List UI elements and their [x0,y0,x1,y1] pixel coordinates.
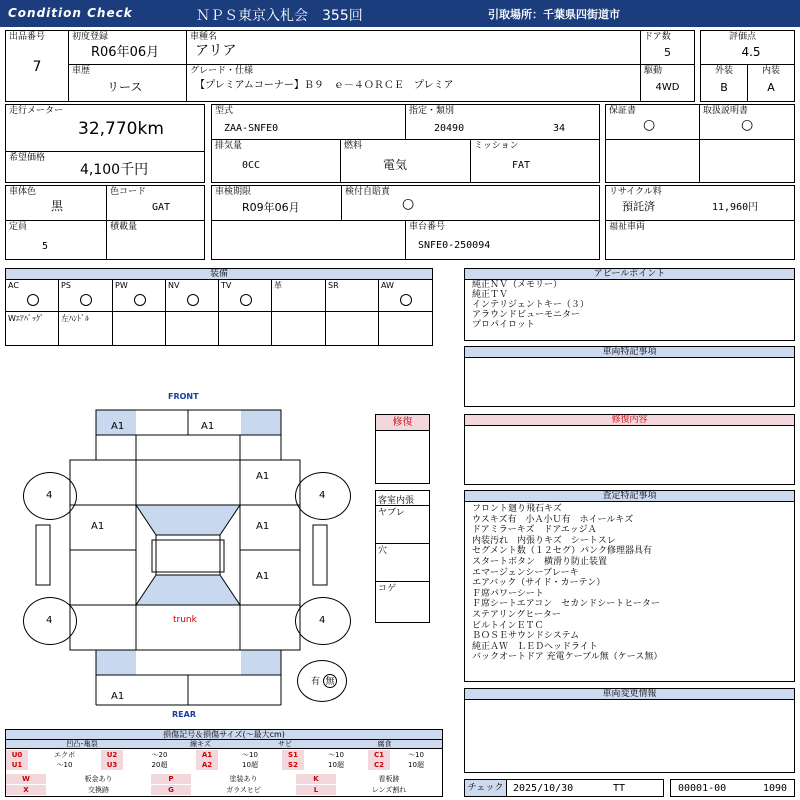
legend-code: U3 [101,760,123,770]
legend-desc: ～10 [328,751,344,759]
equipment-cell-AW [379,280,432,312]
cabin-item-label: 穴 [378,546,388,556]
doors-cell: ドア数 5 [640,30,695,65]
load-cell: 積載量 [106,220,205,260]
appeal-item: アラウンドビューモニター [472,310,581,320]
equipment-label: NV [168,281,180,290]
legend-code: C2 [368,760,390,770]
repair-content-box [464,414,795,485]
equipment-extra-cell [166,312,219,345]
equipment-extra-cell [6,312,59,345]
equipment-mark [187,294,199,306]
tire-fr-mark: 4 [319,490,326,501]
equipment-cell-PW [113,280,166,312]
inspection-cell: 車検期限 R09年06月 [211,185,342,221]
inspection-note-item: ステアリングヒーター [472,609,561,620]
equipment-table [5,268,433,346]
legend-desc: 板金あり [84,775,113,783]
equipment-cell-NV [166,280,219,312]
inspection-note-item: ＢＯＳＥサウンドシステム [472,631,580,642]
grade-cell: グレード・仕様 【プレミアムコーナー】Ｂ９ ｅ－４ＯＲＣＥ プレミア [186,64,641,102]
equipment-mark [400,294,412,306]
legend-group: サビ [243,740,327,749]
equipment-extra-cell [113,312,166,345]
inspection-note-item: 内装汚れ 内張りキズ シートスレ [472,535,616,546]
checker-initials: TT [613,783,626,794]
check-footer [464,779,664,797]
legend-code: S2 [282,760,304,770]
legend-desc: エクボ [54,751,75,759]
legend-desc: ガラスヒビ [226,786,261,794]
appeal-title: アピールポイント [465,269,794,280]
equipment-label: 革 [274,281,282,290]
legend-desc: ～10 [56,761,73,769]
chassis-cell: 車台番号 SNFE0-250094 [405,220,600,260]
score-value: 4.5 [741,45,761,59]
inspection-note-item: Ｆ席シートエアコン セカンドシートヒーター [472,599,660,610]
mileage-cell: 走行メーター 32,770km [5,104,205,152]
model-name-cell: 車種名 アリア [186,30,641,65]
legend-code: S1 [282,750,304,760]
legend-desc: 10超 [408,761,424,769]
legend-desc: レンズ割れ [371,786,407,794]
damage-right-front-door: A1 [256,521,270,532]
trunk-label: trunk [173,615,197,625]
code-footer [670,779,795,797]
liability-cell: 検付自賠責 ○ [341,185,600,221]
equipment-mark [134,294,146,306]
equipment-extra-cell [219,312,272,345]
repair-content-title: 修復内容 [465,415,794,426]
damage-front-left: A1 [111,421,125,432]
inspection-notes-title: 査定特記事項 [465,491,794,502]
inspection-notes-box [464,490,795,682]
inspection-note-item: エマージェンシーブレーキ [472,567,579,578]
equipment-extra-cell [59,312,113,345]
legend-desc: 20超 [151,761,168,769]
legend-title: 損傷記号＆損傷サイズ(～最大cm) [6,730,442,740]
spare-tire [297,660,347,702]
equipment-label: AW [381,281,394,290]
legend-code: U1 [6,760,28,770]
welfare-cell: 福祉車両 [605,220,795,260]
legend-desc: 塗装あり [229,775,258,783]
cabin-box [375,490,430,623]
equipment-cell-革 [272,280,326,312]
cabin-item [376,581,429,619]
blank-cell-b [699,139,795,183]
cabin-item [376,543,429,581]
cabin-item-label: コゲ [378,584,397,594]
inspection-note-item: ビルトインＥＴＣ [472,620,544,631]
footer-code: 00001-00 [678,783,727,794]
cabin-item-label: ヤブレ [378,508,405,518]
blank-cell-a [605,139,700,183]
transmission-cell: ミッション FAT [470,139,600,183]
check-date: 2025/10/30 [513,783,574,794]
cabin-item [376,505,429,543]
equipment-label: TV [221,281,232,290]
history-cell: 車歴 リース [68,64,187,102]
spare-label: 有 [311,677,321,687]
appeal-box [464,268,795,341]
inspection-note-item: スタートボタン 横滑り防止装置 [472,556,608,567]
appeal-item: 純正ＮＶ（メモリー） [472,280,563,290]
legend-code: X [6,785,46,795]
cabin-title: 客室内張 [378,496,415,506]
spare-mark: 無 [323,674,337,688]
damage-legend [5,729,443,797]
equipment-cell-TV [219,280,272,312]
displacement-cell: 排気量 0CC [211,139,341,183]
fuel-cell: 燃料 電気 [340,139,471,183]
legend-code: W [6,774,46,784]
tire-rl-mark: 4 [46,615,53,626]
legend-code: C1 [368,750,390,760]
interior-cell: 内装 A [747,64,795,102]
appeal-item: インテリジェントキー（３） [472,300,589,310]
change-info-box [464,688,795,773]
equipment-mark [80,294,92,306]
equipment-label: SR [328,281,339,290]
equipment-cell-AC [6,280,59,312]
legend-desc: ～10 [408,751,424,759]
equipment-cell-SR [326,280,379,312]
equipment-mark [27,294,39,306]
equipment-extra-label: 左ﾊﾝﾄﾞﾙ [61,314,89,323]
legend-desc: 10超 [328,761,344,769]
inspection-note-item: バックオートドア 充電ケーブル無（ケース無） [472,652,663,663]
legend-code: P [151,774,191,784]
legend-desc: 10超 [242,761,258,769]
capacity-cell: 定員 5 [5,220,107,260]
model-name: アリア [195,43,237,59]
inspection-note-item: セグメント数（１２セグ）パンク修理器具有 [472,546,653,557]
first-registration-cell: 初度登録 R06年06月 [68,30,187,65]
equipment-extra-cell [379,312,432,345]
equipment-label: PS [61,281,71,290]
inspection-note-item: Ｆ席パワーシート [472,588,544,599]
legend-desc: ～20 [151,751,168,759]
exterior-cell: 外装 B [700,64,748,102]
appeal-list [472,280,589,330]
legend-group: 線キズ [158,740,243,749]
legend-group: 腐食 [327,740,442,749]
footer-number: 1090 [763,783,788,794]
special-notes-box [464,346,795,407]
legend-code: A2 [196,760,218,770]
change-info-title: 車両変更情報 [465,689,794,700]
equipment-label: PW [115,281,128,290]
appeal-item: プロパイロット [472,320,535,330]
score-cell: 評価点 4.5 [700,30,795,65]
legend-code: K [296,774,336,784]
damage-rear: A1 [111,691,125,702]
color-cell: 車体色 黒 [5,185,107,221]
equipment-extra-label: Wｴｱﾊﾞｯｸﾞ [8,314,44,323]
recycle-cell: リサイクル料 預託済 11,960円 [605,185,795,221]
front-label: FRONT [168,392,199,401]
warranty-cell: 保証書 ○ [605,104,700,140]
lot-number-cell: 出品番号 7 [5,30,69,102]
inspection-note-item: ドアミラーキズ ドアエッジＡ [472,525,597,536]
drive-cell: 駆動 4WD [640,64,695,102]
legend-code: U0 [6,750,28,760]
legend-desc: 看板跡 [378,775,400,783]
header-bar [0,0,800,27]
damage-left-side: A1 [91,521,105,532]
legend-code: G [151,785,191,795]
designation-cell: 指定・類別 20490 34 [405,104,600,140]
inspection-note-item: エアバック（サイド・カーテン） [472,578,606,589]
equipment-label: AC [8,281,19,290]
manual-cell: 取扱説明書 ○ [699,104,795,140]
tire-fl-mark: 4 [46,490,53,501]
price-cell: 希望価格 4,100千円 [5,151,205,183]
mileage-value: 32,770km [78,119,164,139]
legend-code: L [296,785,336,795]
legend-desc: ～10 [242,751,258,759]
lot-number: 7 [32,59,42,75]
legend-code: U2 [101,750,123,760]
legend-desc: 交換跡 [88,786,109,794]
inspection-notes-list [472,504,662,663]
damage-right-fender: A1 [256,471,270,482]
damage-front-right: A1 [201,421,215,432]
check-label: チェック [465,780,507,796]
model-code-cell: 型式 ZAA-SNFE0 [211,104,406,140]
page-title: Condition Check [8,6,133,20]
equipment-extra-cell [272,312,326,345]
equipment-extra-cell [326,312,379,345]
equipment-mark [240,294,252,306]
equipment-title: 装備 [6,269,432,280]
rear-label: REAR [172,710,196,719]
auction-title: ＮＰＳ東京入札会 355回 [196,8,363,24]
inspection-note-item: 純正ＡＷ ＬＥＤヘッドライト [472,641,598,652]
color-code-cell: 色コード GAT [106,185,205,221]
blank-cell-c [211,220,406,260]
legend-code: A1 [196,750,218,760]
repair-box: 修復 [375,414,430,484]
tire-rr-mark: 4 [319,615,326,626]
inspection-note-item: フロント廻り飛石キズ [472,504,562,514]
damage-right-rear-door: A1 [256,571,270,582]
pickup-location: 引取場所：千葉県四街道市 [488,8,620,21]
special-notes-title: 車両特記事項 [465,347,794,358]
appeal-item: 純正ＴＶ [472,290,509,300]
legend-group: 凹凸･亀裂 [6,740,158,749]
inspection-note-item: ウスキズ有 小Ａ小Ｕ有 ホイールキズ [472,514,634,525]
equipment-cell-PS [59,280,113,312]
